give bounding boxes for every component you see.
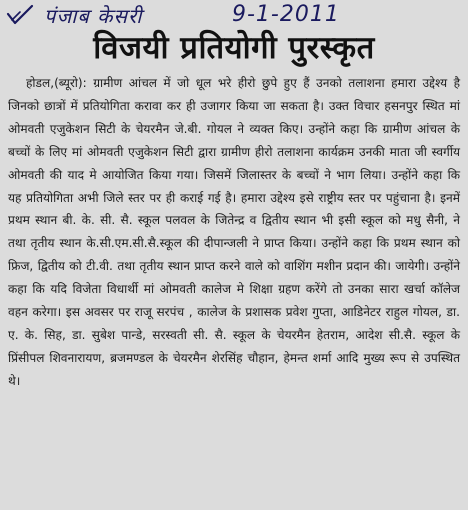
checkmark-icon [6, 4, 34, 26]
handwritten-date: 9-1-2011 [232, 2, 340, 27]
article-paragraph: होडल,(ब्यूरो): ग्रामीण आंचल में जो धूल भरे हीरो छुपे हुए हैं उनको तलाशना हमारा उद्देश्य है जिनको छात्रों में प्रतियोगिता करावा कर ही उजागर किया जा सकता है। उक्त विचार हसनपुर स्थित मां ओमवती एजुकेशन सिटी के चेयरमैन जे.बी. गोयल ने व्यक्त किए। उन्होंने कहा कि ग्रामीण आंचल के बच्चों के लिए मां ओमवती एजुकेशन सिटी द्वारा ग्रामीण हीरो तलाशना कार्यक्रम उनकी माता जी स्वर्गीय ओमवती की याद मे आयोजित किया गया। जिसमें जिलास्तर के बच्चों ने भाग लिया। उन्होंने कहा कि यह प्रतियोगिता अभी जिले स्तर पर ही कराई गई है। हमारा उद्देश्य इसे राष्ट्रीय स्तर पर पहुंचाना है। इनमें प्रथम स्थान बी. के. सी. सै. स्कूल पलवल के जितेन्द्र व द्वितीय स्थान भी इसी स्कूल को मधु सैनी, ने तथा तृतीय स्थान के.सी.एम.सी.सै.स्कूल की दीपान्जली ने प्राप्त किया। उन्होंने कहा कि प्रथम स्थान को फ्रिज, द्वितीय को टी.वी. तथा तृतीय स्थान प्राप्त करने वाले को वाशिंग मशीन प्रदान की। जायेगी। उन्होंने कहा कि यदि विजेता विधार्थी मां ओमवती कालेज मे शिक्षा ग्रहण करेंगे तो उनका सारा खर्चा कॉलेज वहन करेगा। इस अवसर पर राजू सरपंच , कालेज के प्रशासक प्रवेश गुप्ता, आडिनेटर राहुल गोयल, डा. ए. के. सिह, डा. सुबेश पान्डे, सरस्वती सी. सै. स्कूल के चेयरमैन हेतराम, आदेश सी.सै. स्कूल के प्रिंसीपल शिवनारायण, ब्रजमण्डल के चेयरमैन शेरसिंह चौहान, हेमन्त शर्मा आदि मुख्य रूप से उपस्थित थे। [8, 76, 460, 388]
handwritten-annotation [6, 2, 376, 28]
headline: विजयी प्रतियोगी पुरस्कृत [93, 30, 375, 66]
handwritten-source: पंजाब केसरी [44, 4, 143, 28]
article-body [8, 72, 460, 393]
